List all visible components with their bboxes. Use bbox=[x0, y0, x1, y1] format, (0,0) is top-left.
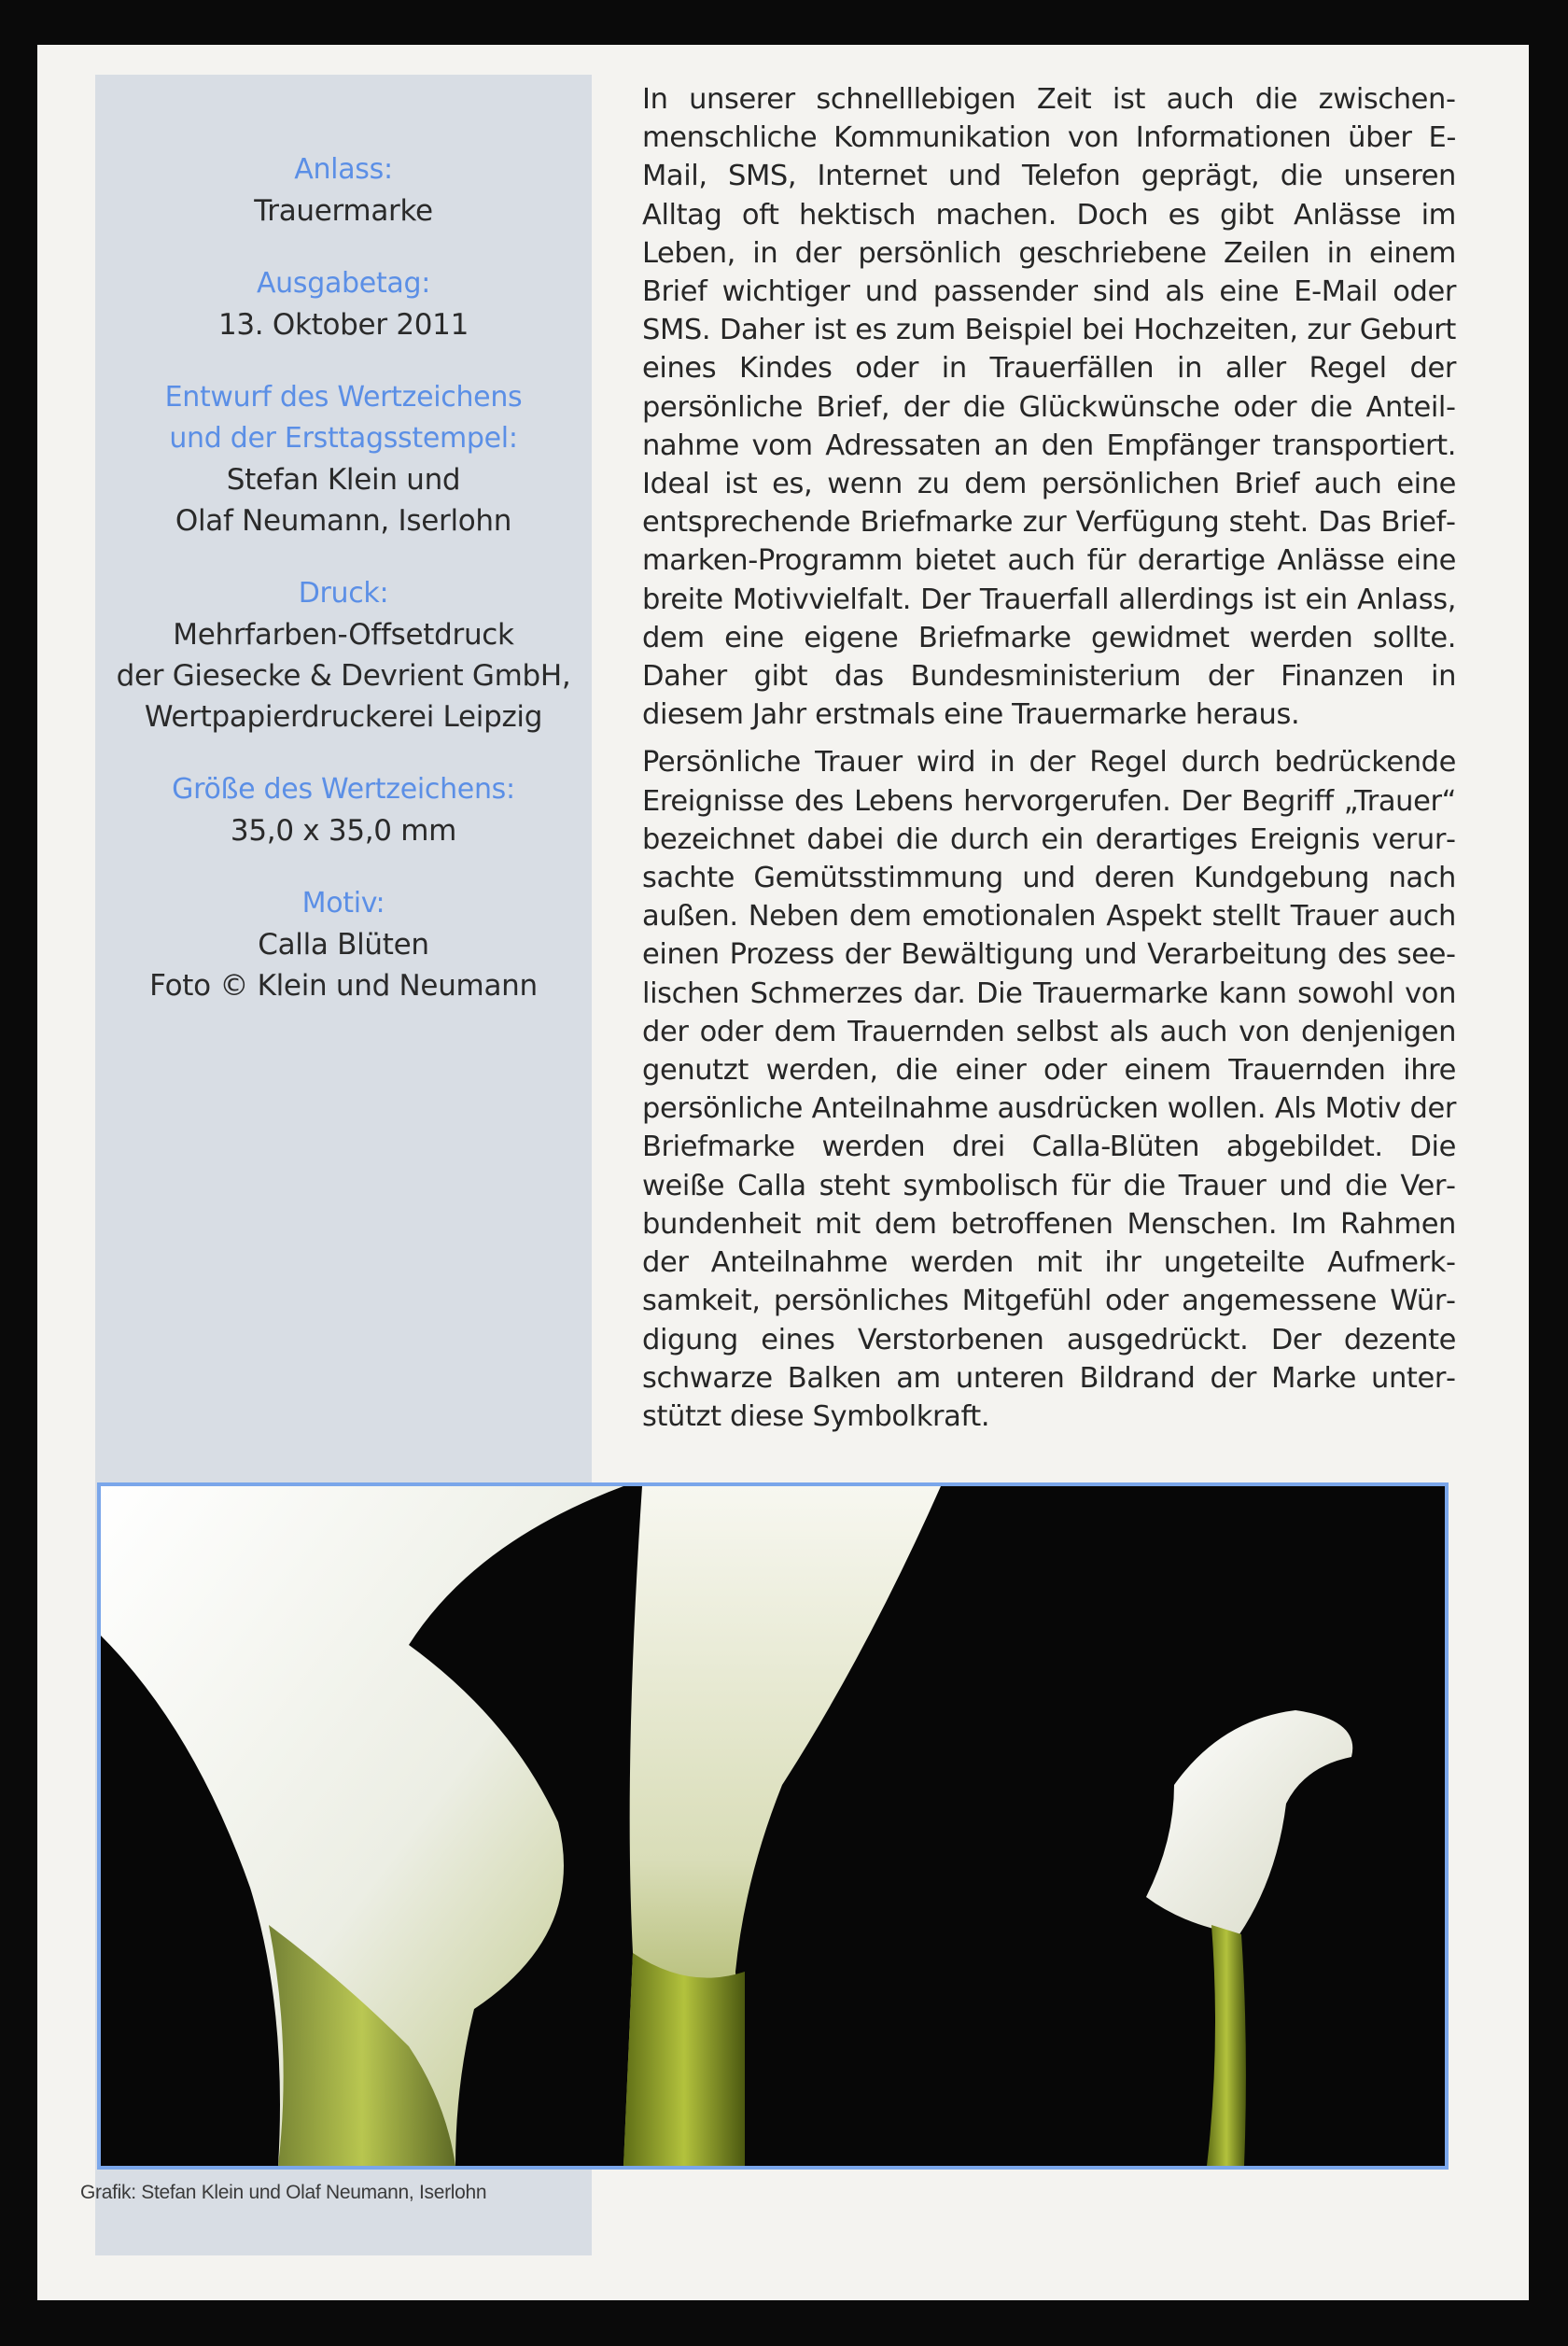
groesse-block bbox=[95, 769, 592, 851]
middle-calla-stem bbox=[623, 1953, 745, 2166]
druck-label: Druck: bbox=[298, 577, 389, 610]
body-text bbox=[642, 80, 1456, 1445]
motiv-value-line-1: Calla Blüten bbox=[258, 928, 429, 962]
ausgabetag-block bbox=[95, 263, 592, 345]
anlass-label: Anlass: bbox=[294, 153, 393, 186]
motiv-block bbox=[95, 883, 592, 1006]
druck-value-line-3: Wertpapierdruckerei Leipzig bbox=[144, 700, 543, 734]
calla-lilies-illustration bbox=[101, 1486, 1445, 2166]
motiv-value-line-2: Foto © Klein und Neumann bbox=[149, 969, 538, 1003]
entwurf-value-line-1: Stefan Klein und bbox=[226, 463, 461, 497]
motiv-label: Motiv: bbox=[301, 887, 385, 920]
druck-value-line-1: Mehrfarben-Offsetdruck bbox=[173, 618, 514, 652]
entwurf-value-line-2: Olaf Neumann, Iserlohn bbox=[175, 504, 512, 538]
druck-value-line-2: der Giesecke & Devrient GmbH, bbox=[116, 659, 571, 693]
ausgabetag-value: 13. Oktober 2011 bbox=[217, 308, 469, 342]
entwurf-block bbox=[95, 377, 592, 541]
anlass-block bbox=[95, 149, 592, 232]
groesse-value: 35,0 x 35,0 mm bbox=[230, 814, 457, 848]
stamp-metadata bbox=[95, 149, 592, 1038]
druck-block bbox=[95, 573, 592, 738]
calla-photo bbox=[97, 1482, 1449, 2170]
anlass-value: Trauermarke bbox=[254, 194, 433, 228]
body-paragraph-2: Persönliche Trauer wird in der Regel durch bedrückende Ereignisse des Lebens hervorgerufen. Der Begriff „Trauer“ bezeichnet dabei die durch ein derartiges Ereignis verursachte Gemütsstimmung und deren Kundgebung nach außen. Neben dem emotionalen Aspekt stellt Trauer auch einen Prozess der Bewältigung und Verarbeitung des seelischen Schmerzes dar. Die Trauermarke kann sowohl von der oder dem Trauernden selbst als auch von denjenigen genutzt werden, die einer oder einem Trauernden ihre persönliche Anteilnahme ausdrücken wollen. Als Motiv der Briefmarke werden drei Calla-Blüten abgebildet. Die weiße Calla steht symbolisch für die Trauer und die Verbundenheit mit dem betroffenen Menschen. Im Rahmen der Anteilnahme werden mit ihr ungeteilte Aufmerksamkeit, persönliches Mitgefühl oder angemessene Würdigung eines Verstorbenen ausgedrückt. Der dezente schwarze Balken am unteren Bildrand der Marke unterstützt diese Symbolkraft. bbox=[642, 746, 1456, 1433]
ausgabetag-label: Ausgabetag: bbox=[256, 267, 431, 300]
entwurf-label-line-1: Entwurf des Wertzeichens bbox=[164, 381, 523, 414]
groesse-label: Größe des Wertzeichens: bbox=[172, 773, 515, 806]
photo-credit-caption: Grafik: Stefan Klein und Olaf Neumann, Iserlohn bbox=[80, 2182, 487, 2203]
entwurf-label-line-2: und der Ersttagsstempel: bbox=[169, 422, 518, 455]
body-paragraph-1: In unserer schnelllebigen Zeit ist auch die zwischenmenschliche Kommunikation von Informationen über E-Mail, SMS, Internet und Telefon geprägt, die unseren Alltag oft hektisch machen. Doch es gibt Anlässe im Leben, in der persönlich geschriebene Zeilen in einem Brief wichtiger und passender sind als eine E-Mail oder SMS. Daher ist es zum Beispiel bei Hochzeiten, zur Geburt eines Kindes oder in Trauerfällen in aller Regel der persönliche Brief, der die Glückwünsche oder die Anteilnahme vom Adressaten an den Empfänger transportiert. Ideal ist es, wenn zu dem persönlichen Brief auch eine entsprechende Briefmarke zur Verfügung steht. Das Briefmarken-Programm bietet auch für derartige Anlässe eine breite Motivvielfalt. Der Trauerfall allerdings ist ein Anlass, dem eine eigene Briefmarke gewidmet werden sollte. Daher gibt das Bundesministerium der Finanzen in diesem Jahr erstmals eine Trauermarke heraus. bbox=[642, 83, 1456, 732]
